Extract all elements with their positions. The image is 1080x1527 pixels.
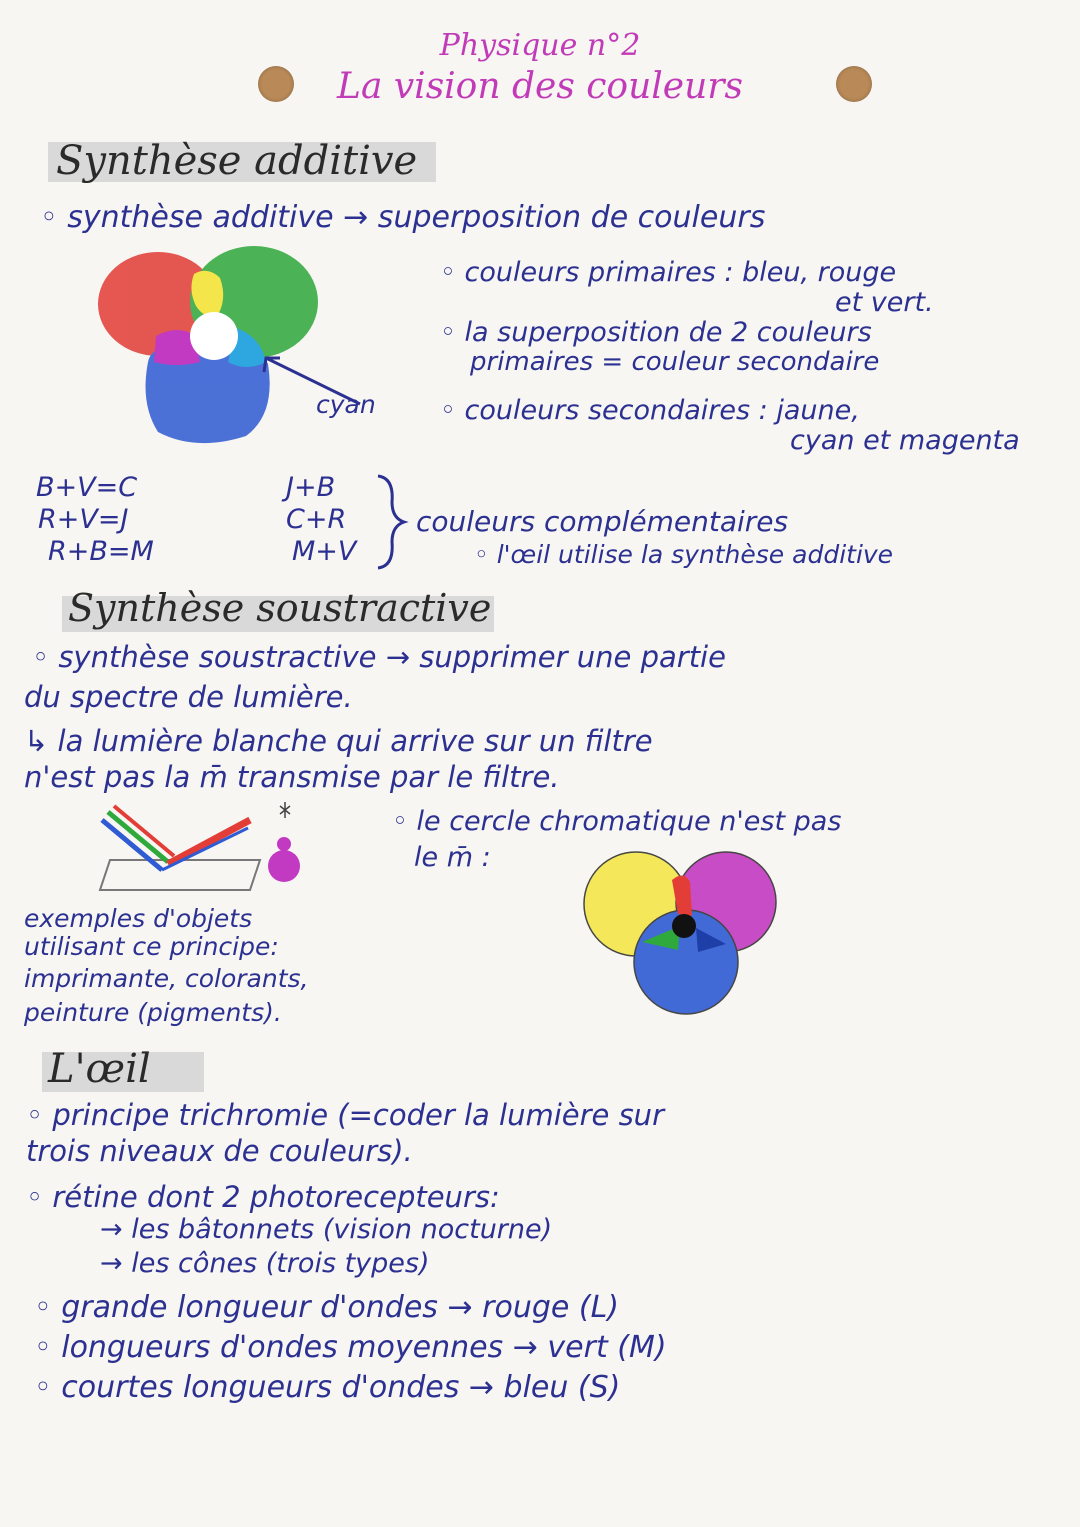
subtractive-color-diagram: [580, 852, 780, 1012]
additive-definition: ◦ synthèse additive → superposition de couleurs: [40, 200, 766, 235]
additive-color-diagram: [96, 244, 326, 444]
white-center: [190, 312, 238, 360]
cyan-label: cyan: [316, 390, 376, 419]
chromatic-circle-line-1: ◦ le cercle chromatique n'est pas: [392, 806, 842, 837]
secondaries-line-2: cyan et magenta: [790, 425, 1020, 456]
examples-line-2: utilisant ce principe:: [24, 932, 279, 961]
filter-note-1: ↳ la lumière blanche qui arrive sur un filtre: [24, 724, 653, 758]
pair-3: M+V: [292, 536, 357, 567]
secondaries-line-1: ◦ couleurs secondaires : jaune,: [440, 395, 860, 426]
primaries-line-1: ◦ couleurs primaires : bleu, rouge: [440, 257, 897, 288]
complementary-label: couleurs complémentaires: [416, 505, 789, 538]
examples-line-1: exemples d'objets: [24, 904, 253, 933]
superposition-line-2: primaires = couleur secondaire: [470, 347, 880, 377]
pairs-bracket: [372, 472, 412, 572]
equation-1: B+V=C: [36, 472, 138, 503]
medium-wavelength-line: ◦ longueurs d'ondes moyennes → vert (M): [34, 1330, 667, 1365]
equation-2: R+V=J: [38, 504, 129, 535]
superposition-line-1: ◦ la superposition de 2 couleurs: [440, 317, 872, 348]
long-wavelength-line: ◦ grande longueur d'ondes → rouge (L): [34, 1290, 619, 1325]
rods-line: → les bâtonnets (vision nocturne): [100, 1214, 553, 1245]
subtractive-def-1: ◦ synthèse soustractive → supprimer une partie: [32, 640, 726, 674]
page-title: La vision des couleurs: [337, 66, 743, 107]
trichromie-line-2: trois niveaux de couleurs).: [26, 1134, 413, 1168]
chromatic-circle-line-2: le m̄ :: [414, 842, 491, 873]
heading-additive: Synthèse additive: [56, 138, 418, 184]
heading-eye: L'œil: [48, 1046, 151, 1092]
examples-line-4: peinture (pigments).: [24, 998, 282, 1027]
pair-1: J+B: [286, 472, 336, 503]
eye-uses-additive: ◦ l'œil utilise la synthèse additive: [474, 540, 894, 569]
subject-title: Physique n°2: [439, 28, 641, 63]
trichromie-line-1: ◦ principe trichromie (=coder la lumière sur: [26, 1098, 664, 1132]
equation-3: R+B=M: [48, 536, 154, 567]
cones-line: → les cônes (trois types): [100, 1248, 430, 1279]
retina-line: ◦ rétine dont 2 photorecepteurs:: [26, 1180, 500, 1214]
heading-subtractive: Synthèse soustractive: [68, 586, 492, 630]
black-center: [672, 914, 696, 938]
subtractive-def-2: du spectre de lumière.: [24, 680, 353, 714]
perfume-bottle-sketch: [262, 796, 312, 886]
primaries-line-2: et vert.: [835, 287, 934, 318]
examples-line-3: imprimante, colorants,: [24, 964, 309, 993]
short-wavelength-line: ◦ courtes longueurs d'ondes → bleu (S): [34, 1370, 621, 1405]
pair-2: C+R: [286, 504, 347, 535]
filter-note-2: n'est pas la m̄ transmise par le filtre.: [24, 760, 560, 794]
